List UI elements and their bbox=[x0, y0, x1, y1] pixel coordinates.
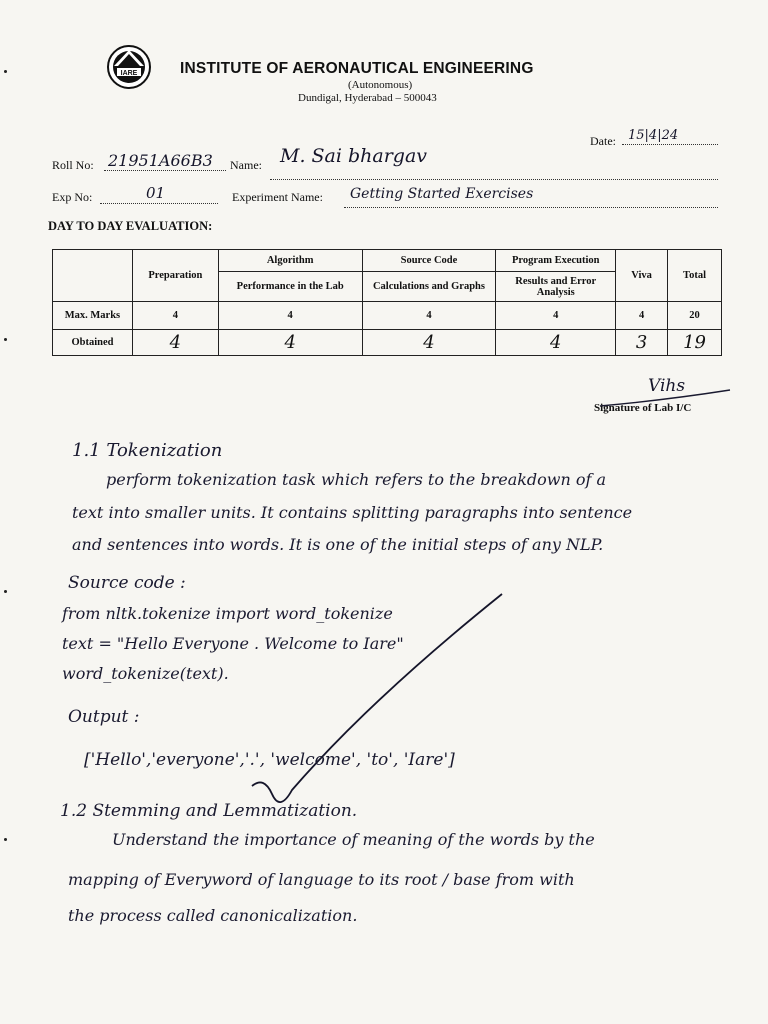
exp-name-label: Experiment Name: bbox=[232, 190, 323, 204]
max-program-execution: 4 bbox=[496, 302, 616, 330]
date-value: 15|4|24 bbox=[628, 128, 679, 143]
max-algorithm: 4 bbox=[218, 302, 362, 330]
obtained-label: Obtained bbox=[53, 330, 133, 356]
section-title: DAY TO DAY EVALUATION: bbox=[48, 219, 213, 233]
output-value: ['Hello','everyone','.', 'welcome', 'to', 'Iare'] bbox=[84, 750, 455, 770]
institute-address: Dundigal, Hyderabad – 500043 bbox=[298, 92, 437, 104]
obtained-algorithm: 4 bbox=[218, 330, 362, 356]
para1-line3: and sentences into words. It is one of the initial steps of any NLP. bbox=[72, 535, 604, 554]
evaluation-table bbox=[52, 249, 722, 356]
max-total: 20 bbox=[668, 302, 722, 330]
para2-line2: mapping of Everyword of language to its root / base from with bbox=[68, 870, 575, 889]
para1-line1: perform tokenization task which refers to the breakdown of a bbox=[106, 470, 607, 489]
name-line bbox=[270, 165, 718, 180]
obtained-program-execution: 4 bbox=[496, 330, 616, 356]
heading-stemming: 1.2 Stemming and Lemmatization. bbox=[60, 801, 358, 821]
institute-name: INSTITUTE OF AERONAUTICAL ENGINEERING bbox=[180, 60, 534, 77]
roll-value: 21951A66B3 bbox=[108, 151, 213, 170]
heading-tokenization: 1.1 Tokenization bbox=[72, 440, 223, 461]
para1-line2: text into smaller units. It contains splitting paragraphs into sentence bbox=[72, 503, 633, 522]
exp-value: 01 bbox=[146, 184, 166, 202]
obtained-total: 19 bbox=[668, 330, 722, 356]
obtained-source-code: 4 bbox=[362, 330, 496, 356]
name-value: M. Sai bhargav bbox=[280, 145, 428, 167]
output-label: Output : bbox=[68, 707, 140, 727]
header-algorithm: Algorithm bbox=[218, 250, 362, 272]
signature-label: Signature of Lab I/C bbox=[594, 402, 692, 414]
header-source-code: Source Code bbox=[362, 250, 496, 272]
max-marks-label: Max. Marks bbox=[53, 302, 133, 330]
exp-name-value: Getting Started Exercises bbox=[350, 186, 534, 202]
header-viva: Viva bbox=[616, 250, 668, 302]
obtained-viva: 3 bbox=[616, 330, 668, 356]
max-source-code: 4 bbox=[362, 302, 496, 330]
max-viva: 4 bbox=[616, 302, 668, 330]
table-corner bbox=[53, 250, 133, 302]
check-mark-stroke bbox=[250, 590, 510, 820]
header-performance: Performance in the Lab bbox=[218, 272, 362, 302]
scan-dot bbox=[4, 70, 7, 73]
logo-text: IARE bbox=[120, 70, 138, 77]
scan-dot bbox=[4, 590, 7, 593]
code-line1: from nltk.tokenize import word_tokenize bbox=[62, 604, 393, 623]
para2-line1: Understand the importance of meaning of the words by the bbox=[112, 830, 595, 849]
roll-label: Roll No: bbox=[52, 158, 94, 172]
code-line3: word_tokenize(text). bbox=[62, 664, 229, 683]
date-label: Date: bbox=[590, 134, 616, 148]
header-total: Total bbox=[668, 250, 722, 302]
code-line2: text = "Hello Everyone . Welcome to Iare" bbox=[62, 634, 404, 653]
signature-scribble: Vihs bbox=[648, 376, 686, 396]
obtained-preparation: 4 bbox=[132, 330, 218, 356]
institute-subtitle: (Autonomous) bbox=[348, 79, 413, 91]
header-calculations: Calculations and Graphs bbox=[362, 272, 496, 302]
header-program-execution: Program Execution bbox=[496, 250, 616, 272]
source-code-label: Source code : bbox=[68, 573, 186, 593]
para2-line3: the process called canonicalization. bbox=[68, 906, 358, 925]
header-results: Results and Error Analysis bbox=[496, 272, 616, 302]
header-preparation: Preparation bbox=[132, 250, 218, 302]
scan-dot bbox=[4, 338, 7, 341]
exp-label: Exp No: bbox=[52, 190, 93, 204]
max-preparation: 4 bbox=[132, 302, 218, 330]
scan-dot bbox=[4, 838, 7, 841]
institute-logo bbox=[104, 42, 154, 90]
name-label: Name: bbox=[230, 158, 262, 172]
